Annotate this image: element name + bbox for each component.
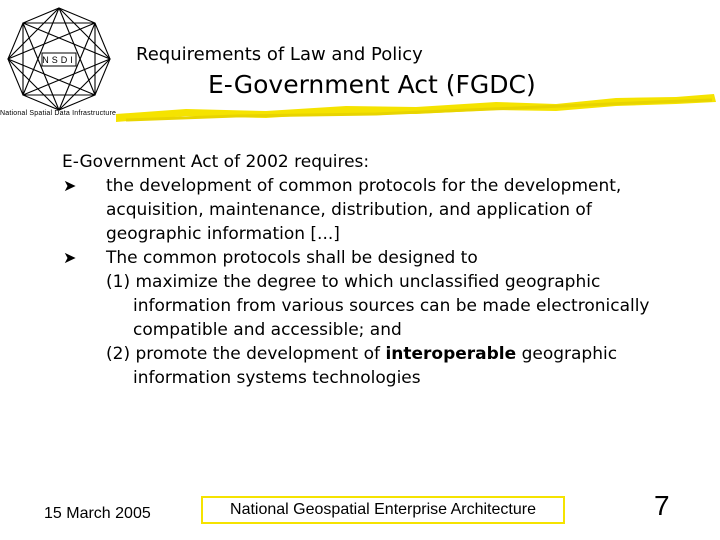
- slide-subtitle: Requirements of Law and Policy: [136, 44, 423, 65]
- intro-text: E-Government Act of 2002 requires:: [62, 152, 370, 172]
- arrow-bullet-icon: ➤: [63, 248, 77, 267]
- subpoint-2: [106, 342, 682, 390]
- logo-text: NSDI: [42, 55, 76, 65]
- arrow-bullet-icon: ➤: [63, 176, 77, 195]
- page-number: 7: [654, 490, 670, 521]
- emphasis-word: interoperable: [385, 344, 517, 364]
- nsdi-logo: [6, 6, 112, 112]
- bullet-2-text: The common protocols shall be designed to: [106, 248, 478, 268]
- slide-body: [62, 150, 682, 390]
- bullet-1: [62, 174, 682, 246]
- bullet-2: [62, 246, 682, 270]
- subpoint-2-end: geographic information systems technologies: [133, 344, 618, 388]
- yellow-brush-underline: [116, 92, 716, 126]
- footer-title-box: [201, 496, 565, 524]
- logo-caption: National Spatial Data Infrastructure: [0, 110, 117, 117]
- footer-date: 15 March 2005: [44, 505, 151, 522]
- bullet-1-text: the development of common protocols for the development, acquisition, maintenance, distribution, and application of geographic information [...]: [106, 176, 622, 244]
- slide-title: E-Government Act (FGDC): [208, 70, 536, 99]
- subpoint-2-start: (2) promote the development of: [106, 344, 381, 364]
- footer-title: National Geospatial Enterprise Architecture: [230, 501, 536, 518]
- subpoint-1: (1) maximize the degree to which unclassified geographic information from various sources can be made electronically compatible and accessible; and: [106, 272, 650, 340]
